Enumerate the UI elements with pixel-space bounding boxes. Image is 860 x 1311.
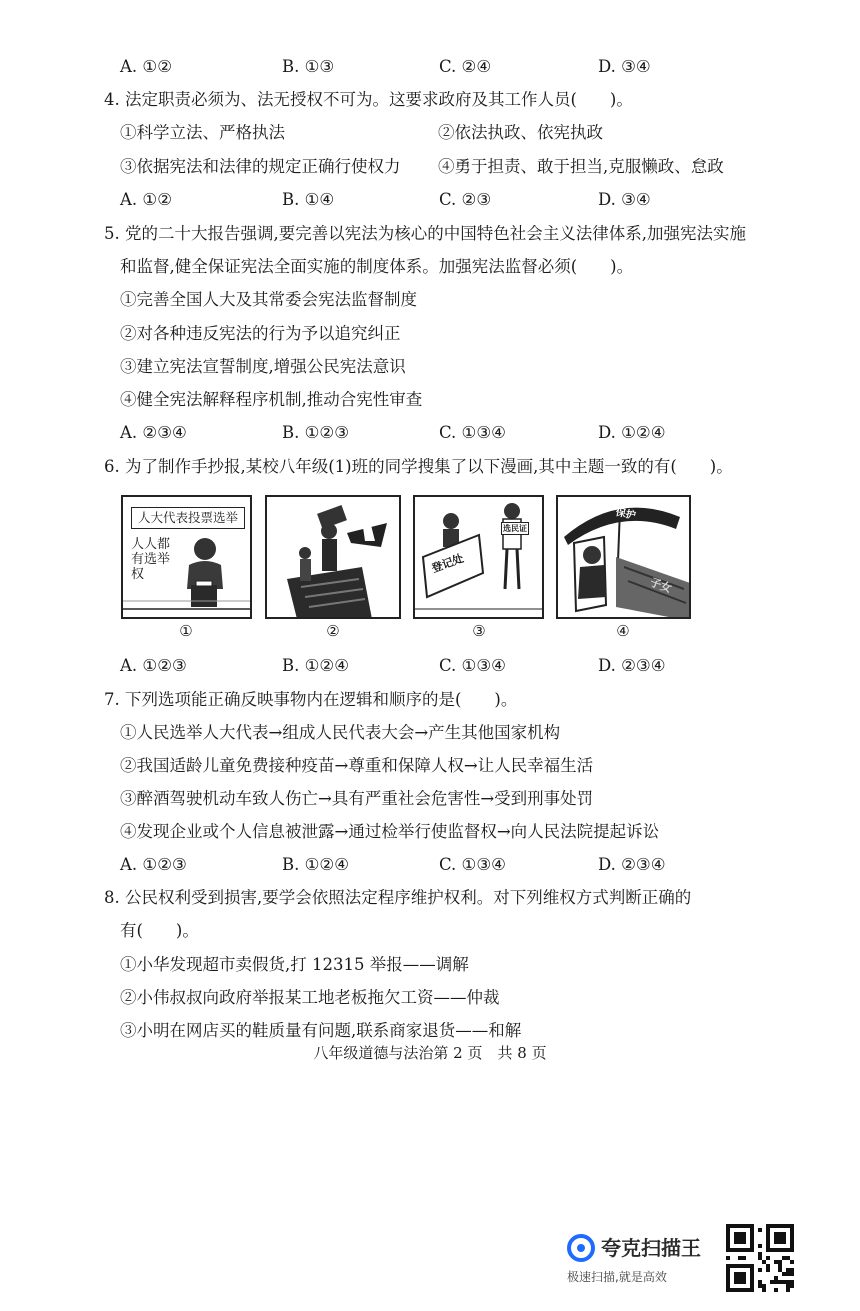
q4-options [120, 189, 840, 211]
option-b[interactable]: B. ①②④ [282, 855, 349, 874]
option-a[interactable]: A. ①② [120, 190, 172, 209]
question-item: ④勇于担责、敢于担当,克服懒政、怠政 [438, 157, 724, 176]
option-a[interactable]: A. ①②③ [120, 656, 187, 675]
question-item: ③依据宪法和法律的规定正确行使权力 [120, 157, 401, 176]
option-c[interactable]: C. ①③④ [439, 423, 506, 442]
rights-illustration [267, 497, 401, 619]
comic-panel-4 [556, 495, 691, 619]
question-item: ④发现企业或个人信息被泄露→通过检举行使监督权→向人民法院提起诉讼 [120, 822, 660, 841]
option-b[interactable]: B. ①②③ [282, 423, 349, 442]
option-d[interactable]: D. ①②④ [598, 423, 666, 442]
brand-slogan: 极速扫描,就是高效 [567, 1270, 667, 1284]
umbrella-label: 保护 [614, 506, 637, 522]
option-d[interactable]: D. ②③④ [598, 656, 666, 675]
brand-name: 夸克扫描王 [601, 1236, 701, 1260]
option-a[interactable]: A. ②③④ [120, 423, 187, 442]
question-stem: 有( )。 [120, 921, 199, 940]
comic-sign: 人大代表投票选举 [131, 507, 245, 529]
question-stem: 7. 下列选项能正确反映事物内在逻辑和顺序的是( )。 [104, 690, 518, 709]
ground-label: 子女 [648, 575, 674, 596]
question-stem: 6. 为了制作手抄报,某校八年级(1)班的同学搜集了以下漫画,其中主题一致的有( )。 [104, 457, 733, 476]
option-d[interactable]: D. ③④ [598, 190, 651, 209]
comic-caption-4: ④ [616, 622, 630, 640]
scanner-watermark [567, 1228, 727, 1288]
page-footer: 八年级道德与法治第 2 页 共 8 页 [313, 1044, 547, 1062]
option-b[interactable]: B. ①④ [282, 190, 335, 209]
question-item: ①人民选举人大代表→组成人民代表大会→产生其他国家机构 [120, 723, 561, 742]
option-c[interactable]: C. ①③④ [439, 855, 506, 874]
comic-panel-1 [121, 495, 252, 619]
voter-illustration [123, 497, 252, 619]
option-a[interactable]: A. ①②③ [120, 855, 187, 874]
q3-options [120, 56, 840, 78]
question-item: ①小华发现超市卖假货,打 12315 举报——调解 [120, 955, 469, 974]
qr-code-icon [726, 1224, 794, 1292]
question-item: ②对各种违反宪法的行为予以追究纠正 [120, 324, 401, 343]
question-stem: 5. 党的二十大报告强调,要完善以宪法为核心的中国特色社会主义法律体系,加强宪法实施 [104, 224, 746, 243]
question-item: ①科学立法、严格执法 [120, 123, 285, 142]
q7-options [120, 854, 840, 876]
question-stem: 4. 法定职责必须为、法无授权不可为。这要求政府及其工作人员( )。 [104, 90, 633, 109]
voter-card: 选民证 [503, 524, 527, 533]
option-c[interactable]: C. ②④ [439, 57, 492, 76]
option-d[interactable]: D. ③④ [598, 57, 651, 76]
question-item: ②小伟叔叔向政府举报某工地老板拖欠工资——仲裁 [120, 988, 500, 1007]
comic-caption: 人人都 有选举 权 [131, 537, 171, 582]
option-d[interactable]: D. ②③④ [598, 855, 666, 874]
option-b[interactable]: B. ①③ [282, 57, 335, 76]
comic-caption-3: ③ [472, 622, 486, 640]
registration-sign: 登记处 [429, 551, 466, 576]
question-item: ①完善全国人大及其常委会宪法监督制度 [120, 290, 417, 309]
question-stem: 8. 公民权利受到损害,要学会依照法定程序维护权利。对下列维权方式判断正确的 [104, 888, 692, 907]
option-c[interactable]: C. ①③④ [439, 656, 506, 675]
option-a[interactable]: A. ①② [120, 57, 172, 76]
question-item: ③醉酒驾驶机动车致人伤亡→具有严重社会危害性→受到刑事处罚 [120, 789, 594, 808]
question-stem: 和监督,健全保证宪法全面实施的制度体系。加强宪法监督必须( )。 [120, 257, 634, 276]
q6-options [120, 655, 840, 677]
question-item: ④健全宪法解释程序机制,推动合宪性审查 [120, 390, 423, 409]
question-item: ③建立宪法宣誓制度,增强公民宪法意识 [120, 357, 406, 376]
comic-caption-2: ② [326, 622, 340, 640]
option-b[interactable]: B. ①②④ [282, 656, 349, 675]
option-c[interactable]: C. ②③ [439, 190, 492, 209]
question-item: ③小明在网店买的鞋质量有问题,联系商家退货——和解 [120, 1021, 522, 1040]
quark-logo-icon [567, 1234, 595, 1262]
q5-options [120, 422, 840, 444]
comic-panel-3 [413, 495, 544, 619]
question-item: ②我国适龄儿童免费接种疫苗→尊重和保障人权→让人民幸福生活 [120, 756, 594, 775]
comic-panel-2 [265, 495, 401, 619]
question-item: ②依法执政、依宪执政 [438, 123, 603, 142]
comic-caption-1: ① [179, 622, 193, 640]
